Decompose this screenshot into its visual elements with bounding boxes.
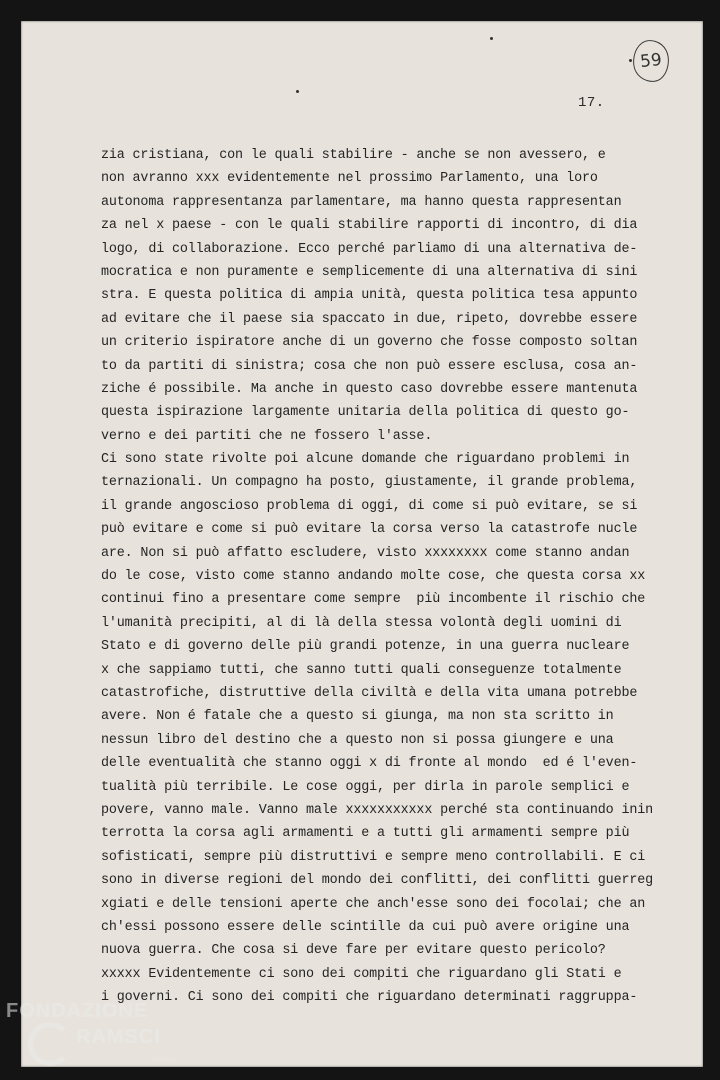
text-line: nessun libro del destino che a questo non si possa giungere e una: [101, 732, 614, 748]
text-line: terrotta la corsa agli armamenti e a tutti gli armamenti sempre più: [101, 826, 630, 842]
text-line: il grande angoscioso problema di oggi, di come si può evitare, se si: [101, 498, 638, 514]
page-number: 17.: [578, 95, 605, 111]
text-line: catastrofiche, distruttive della civiltà e della vita umana potrebbe: [101, 685, 638, 701]
text-line: un criterio ispiratore anche di un governo che fosse composto soltan: [101, 335, 638, 351]
text-line: za nel x paese - con le quali stabilire rapporti di incontro, di dia: [101, 218, 638, 234]
body-text: [101, 144, 679, 1009]
text-line: ch'essi possono essere delle scintille da cui può avere origine una: [101, 919, 630, 935]
watermark-line1: FONDAZIONE: [6, 1000, 149, 1022]
text-line: ternazionali. Un compagno ha posto, giustamente, il grande problema,: [101, 475, 638, 491]
text-line: verno e dei partiti che ne fossero l'asse.: [101, 428, 433, 444]
fondazione-gramsci-watermark: [6, 1000, 196, 1076]
watermark-line2: RAMSCI: [76, 1026, 161, 1048]
text-line: l'umanità precipiti, al di là della stessa volontà degli uomini di: [101, 615, 622, 631]
ink-speck: [296, 90, 299, 93]
text-line: i governi. Ci sono dei compiti che riguardano determinati raggruppa-: [101, 990, 638, 1006]
text-line: sofisticati, sempre più distruttivi e sempre meno controllabili. E ci: [101, 849, 646, 865]
text-line: are. Non si può affatto escludere, visto xxxxxxxx come stanno andan: [101, 545, 630, 561]
text-line: delle eventualità che stanno oggi x di fronte al mondo ed é l'even-: [101, 756, 638, 772]
text-line: povere, vanno male. Vanno male xxxxxxxxxxx perché sta continuando inin: [101, 802, 653, 818]
text-line: sono in diverse regioni del mondo dei conflitti, dei conflitti guerreg: [101, 873, 653, 889]
text-line: avere. Non é fatale che a questo si giunga, ma non sta scritto in: [101, 709, 614, 725]
folio-stamp: 59: [631, 38, 671, 84]
watermark-line3: onlus: [152, 1054, 177, 1064]
text-line: può evitare e come si può evitare la corsa verso la catastrofe nucle: [101, 522, 638, 538]
text-line: continui fino a presentare come sempre più incombente il rischio che: [101, 592, 646, 608]
text-line: tualità più terribile. Le cose oggi, per dirla in parole semplici e: [101, 779, 630, 795]
text-line: questa ispirazione largamente unitaria della politica di questo go-: [101, 405, 630, 421]
text-line: stra. E questa politica di ampia unità, questa politica tesa appunto: [101, 288, 638, 304]
text-line: mocratica e non puramente e semplicemente di una alternativa di sini: [101, 264, 638, 280]
text-line: Ci sono state rivolte poi alcune domande che riguardano problemi in: [101, 452, 630, 468]
text-line: ad evitare che il paese sia spaccato in due, ripeto, dovrebbe essere: [101, 311, 638, 327]
ink-speck: [629, 59, 632, 62]
text-line: do le cose, visto come stanno andando molte cose, che questa corsa xx: [101, 569, 646, 585]
text-line: zia cristiana, con le quali stabilire - anche se non avessero, e: [101, 148, 606, 163]
text-line: xxxxx Evidentemente ci sono dei compiti che riguardano gli Stati e: [101, 966, 622, 982]
g-logo-icon: [28, 1022, 72, 1066]
text-line: autonoma rappresentanza parlamentare, ma hanno questa rappresentan: [101, 194, 622, 210]
text-line: x che sappiamo tutti, che sanno tutti quali conseguenze totalmente: [101, 662, 622, 678]
text-line: logo, di collaborazione. Ecco perché parliamo di una alternativa de-: [101, 241, 638, 257]
text-line: Stato e di governo delle più grandi potenze, in una guerra nucleare: [101, 639, 630, 655]
text-line: xgiati e delle tensioni aperte che anch'esse sono dei focolai; che an: [101, 896, 646, 912]
text-line: non avranno xxx evidentemente nel prossimo Parlamento, una loro: [101, 171, 598, 187]
text-line: nuova guerra. Che cosa si deve fare per evitare questo pericolo?: [101, 943, 606, 959]
ink-speck: [490, 37, 493, 40]
text-line: to da partiti di sinistra; cosa che non può essere esclusa, cosa an-: [101, 358, 638, 374]
text-line: ziche é possibile. Ma anche in questo caso dovrebbe essere mantenuta: [101, 381, 638, 397]
